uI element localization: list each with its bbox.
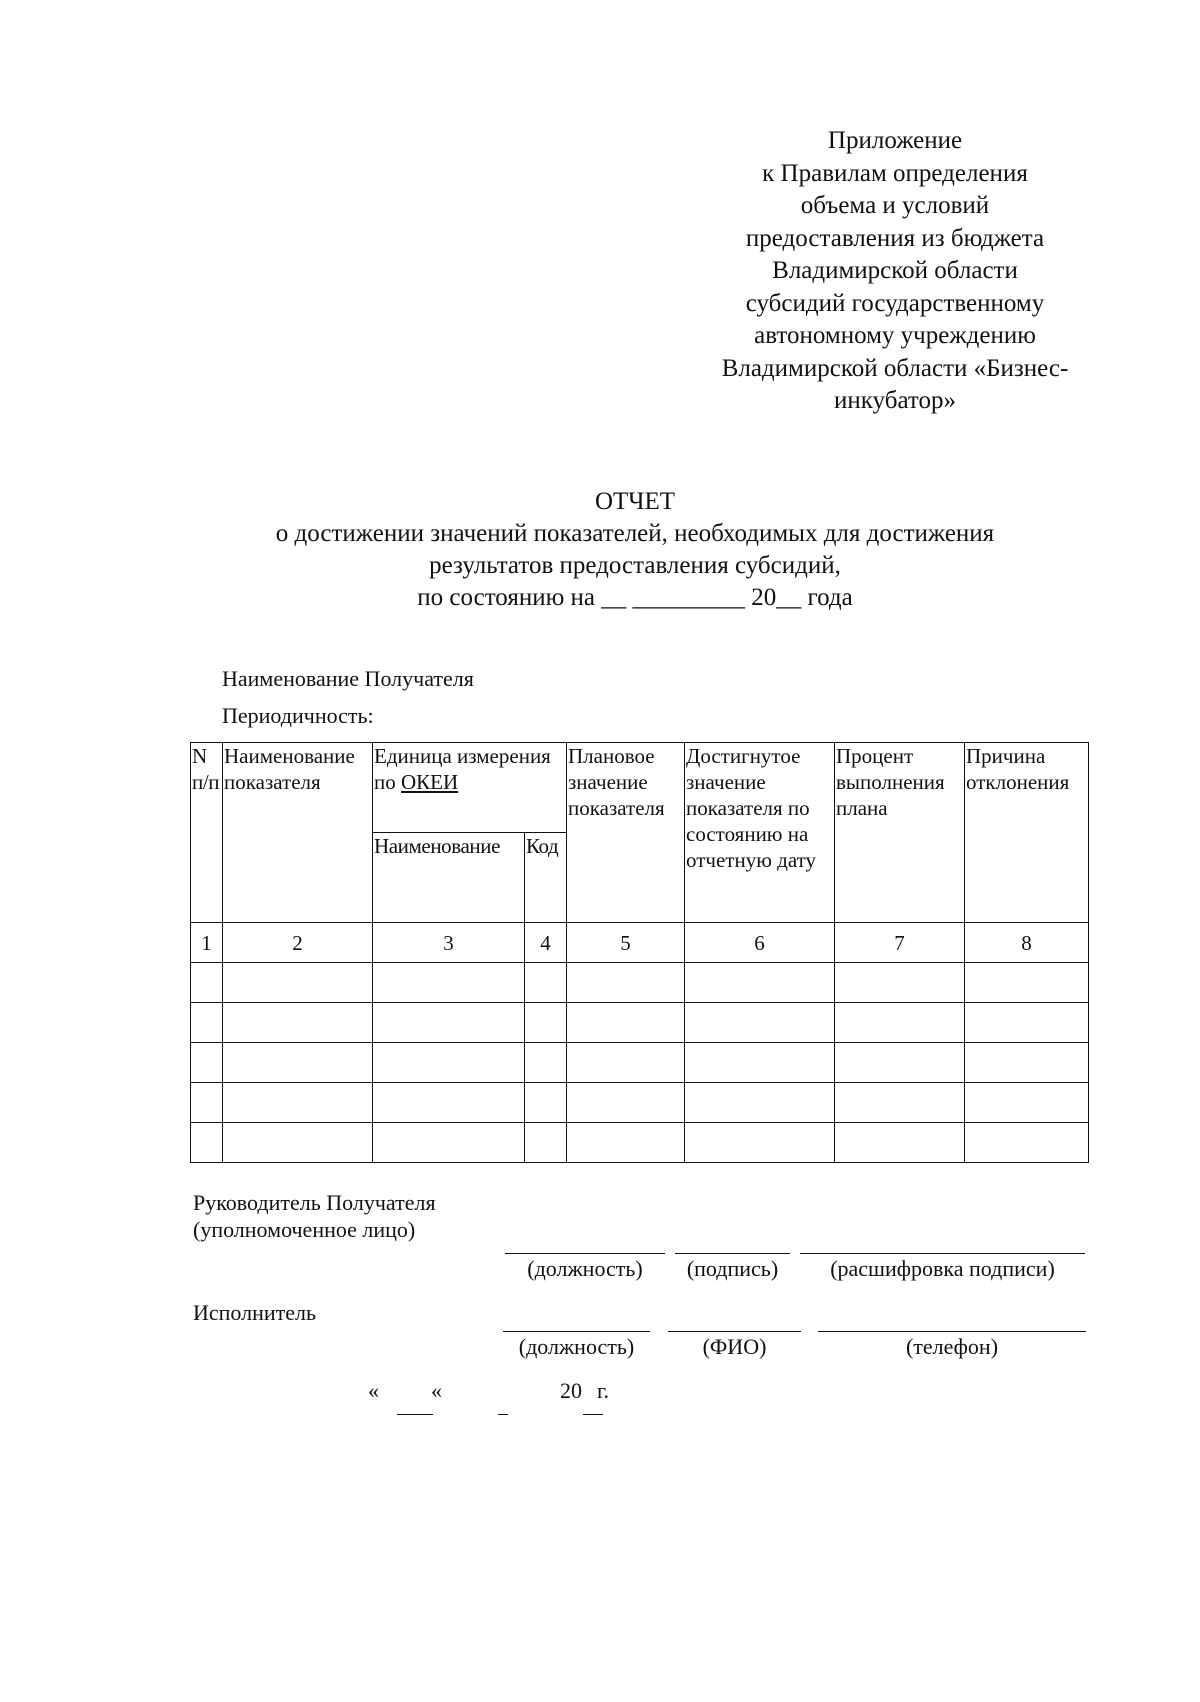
appendix-line: Владимирской области «Бизнес- bbox=[721, 354, 1069, 382]
table-cell[interactable] bbox=[835, 1123, 965, 1163]
table-row bbox=[191, 1003, 1089, 1043]
executor-position-caption: (должность) bbox=[518, 1334, 635, 1359]
column-number: 8 bbox=[965, 923, 1089, 963]
report-date-line: по состоянию на __ _________ 20__ года bbox=[417, 584, 853, 611]
column-number-row bbox=[191, 923, 1089, 963]
executor-position-line[interactable] bbox=[503, 1331, 650, 1332]
recipient-label: Наименование Получателя bbox=[222, 666, 474, 691]
column-number: 1 bbox=[191, 923, 223, 963]
table-cell[interactable] bbox=[191, 1083, 223, 1123]
table-cell[interactable] bbox=[223, 1043, 373, 1083]
appendix-line: Владимирской области bbox=[772, 257, 1018, 284]
table-cell[interactable] bbox=[191, 1123, 223, 1163]
table-cell[interactable] bbox=[567, 963, 685, 1003]
appendix-line: инкубатор» bbox=[834, 387, 956, 414]
head-sublabel: (уполномоченное лицо) bbox=[193, 1217, 416, 1242]
periodicity-label: Периодичность: bbox=[222, 703, 374, 728]
table-cell[interactable] bbox=[685, 1043, 835, 1083]
table-cell[interactable] bbox=[223, 1083, 373, 1123]
date-year-line[interactable] bbox=[583, 1414, 603, 1415]
header-num: N п/п bbox=[191, 743, 223, 923]
table-cell[interactable] bbox=[685, 963, 835, 1003]
executor-phone-caption: (телефон) bbox=[905, 1334, 999, 1359]
column-number: 7 bbox=[835, 923, 965, 963]
table-cell[interactable] bbox=[525, 963, 567, 1003]
column-number: 3 bbox=[373, 923, 525, 963]
table-cell[interactable] bbox=[223, 963, 373, 1003]
report-title-block bbox=[190, 486, 1080, 614]
table-cell[interactable] bbox=[525, 1123, 567, 1163]
table-cell[interactable] bbox=[191, 1043, 223, 1083]
executor-phone-line[interactable] bbox=[818, 1331, 1086, 1332]
column-number: 6 bbox=[685, 923, 835, 963]
date-day-line[interactable] bbox=[397, 1414, 433, 1415]
header-unit-name: Наименование bbox=[373, 833, 525, 923]
date-month-line[interactable] bbox=[498, 1414, 508, 1415]
header-unit bbox=[373, 743, 567, 833]
table-cell[interactable] bbox=[835, 1003, 965, 1043]
table-cell[interactable] bbox=[373, 963, 525, 1003]
table-cell[interactable] bbox=[373, 1003, 525, 1043]
table-cell[interactable] bbox=[223, 1123, 373, 1163]
header-unit-code: Код bbox=[525, 833, 567, 923]
date-quote-open: « bbox=[368, 1378, 379, 1403]
table-cell[interactable] bbox=[567, 1003, 685, 1043]
table-row bbox=[191, 963, 1089, 1003]
header-reason: Причина отклонения bbox=[965, 743, 1089, 923]
header-indicator-name: Наименование показателя bbox=[223, 743, 373, 923]
table-cell[interactable] bbox=[835, 963, 965, 1003]
report-heading: ОТЧЕТ bbox=[594, 488, 676, 515]
head-decoding-caption: (расшифровка подписи) bbox=[830, 1256, 1055, 1281]
table-cell[interactable] bbox=[567, 1123, 685, 1163]
table-cell[interactable] bbox=[525, 1083, 567, 1123]
table-cell[interactable] bbox=[191, 1003, 223, 1043]
header-percent: Процент выполнения плана bbox=[835, 743, 965, 923]
column-number: 2 bbox=[223, 923, 373, 963]
column-number: 4 bbox=[525, 923, 567, 963]
table-cell[interactable] bbox=[567, 1083, 685, 1123]
table-cell[interactable] bbox=[223, 1003, 373, 1043]
appendix-block bbox=[680, 125, 1110, 418]
date-year: 20 bbox=[560, 1378, 582, 1403]
table-cell[interactable] bbox=[191, 963, 223, 1003]
table-cell[interactable] bbox=[835, 1043, 965, 1083]
table-row bbox=[191, 1083, 1089, 1123]
date-quote-close: « bbox=[431, 1378, 442, 1403]
appendix-line: Приложение bbox=[827, 127, 963, 154]
table-cell[interactable] bbox=[965, 1123, 1089, 1163]
appendix-line: к Правилам определения bbox=[762, 159, 1028, 187]
table-cell[interactable] bbox=[373, 1043, 525, 1083]
executor-name-caption: (ФИО) bbox=[702, 1334, 767, 1359]
head-decoding-line[interactable] bbox=[800, 1253, 1085, 1254]
table-cell[interactable] bbox=[525, 1003, 567, 1043]
report-subtitle-line: о достижении значений показателей, необходимых для достижения bbox=[275, 520, 995, 547]
executor-label: Исполнитель bbox=[193, 1300, 317, 1325]
appendix-line: субсидий государственному bbox=[745, 289, 1045, 317]
header-unit-okei: ОКЕИ bbox=[401, 770, 459, 794]
table-cell[interactable] bbox=[525, 1043, 567, 1083]
indicators-table bbox=[190, 742, 1089, 1163]
executor-name-line[interactable] bbox=[668, 1331, 801, 1332]
table-row bbox=[191, 1043, 1089, 1083]
header-achieved: Достигнутое значение показателя по состоянию на отчетную дату bbox=[685, 743, 835, 923]
head-signature-line[interactable] bbox=[675, 1253, 790, 1254]
table-cell[interactable] bbox=[965, 1083, 1089, 1123]
table-cell[interactable] bbox=[567, 1043, 685, 1083]
table-cell[interactable] bbox=[685, 1003, 835, 1043]
head-position-caption: (должность) bbox=[527, 1256, 643, 1281]
date-suffix: г. bbox=[597, 1378, 610, 1403]
appendix-line: автономному учреждению bbox=[754, 322, 1036, 349]
report-subtitle-line: результатов предоставления субсидий, bbox=[429, 552, 841, 579]
head-signature-caption: (подпись) bbox=[686, 1256, 779, 1281]
head-label: Руководитель Получателя bbox=[193, 1190, 436, 1215]
table-cell[interactable] bbox=[835, 1083, 965, 1123]
table-cell[interactable] bbox=[685, 1123, 835, 1163]
table-cell[interactable] bbox=[373, 1083, 525, 1123]
table-cell[interactable] bbox=[685, 1083, 835, 1123]
head-position-line[interactable] bbox=[505, 1253, 665, 1254]
table-cell[interactable] bbox=[965, 1043, 1089, 1083]
appendix-line: предоставления из бюджета bbox=[745, 224, 1045, 252]
table-cell[interactable] bbox=[965, 1003, 1089, 1043]
header-planned: Плановое значение показателя bbox=[567, 743, 685, 923]
appendix-line: объема и условий bbox=[800, 192, 990, 219]
table-cell[interactable] bbox=[373, 1123, 525, 1163]
column-number: 5 bbox=[567, 923, 685, 963]
table-row bbox=[191, 1123, 1089, 1163]
header-unit-prefix: Единица измерения по bbox=[374, 744, 551, 794]
table-cell[interactable] bbox=[965, 963, 1089, 1003]
